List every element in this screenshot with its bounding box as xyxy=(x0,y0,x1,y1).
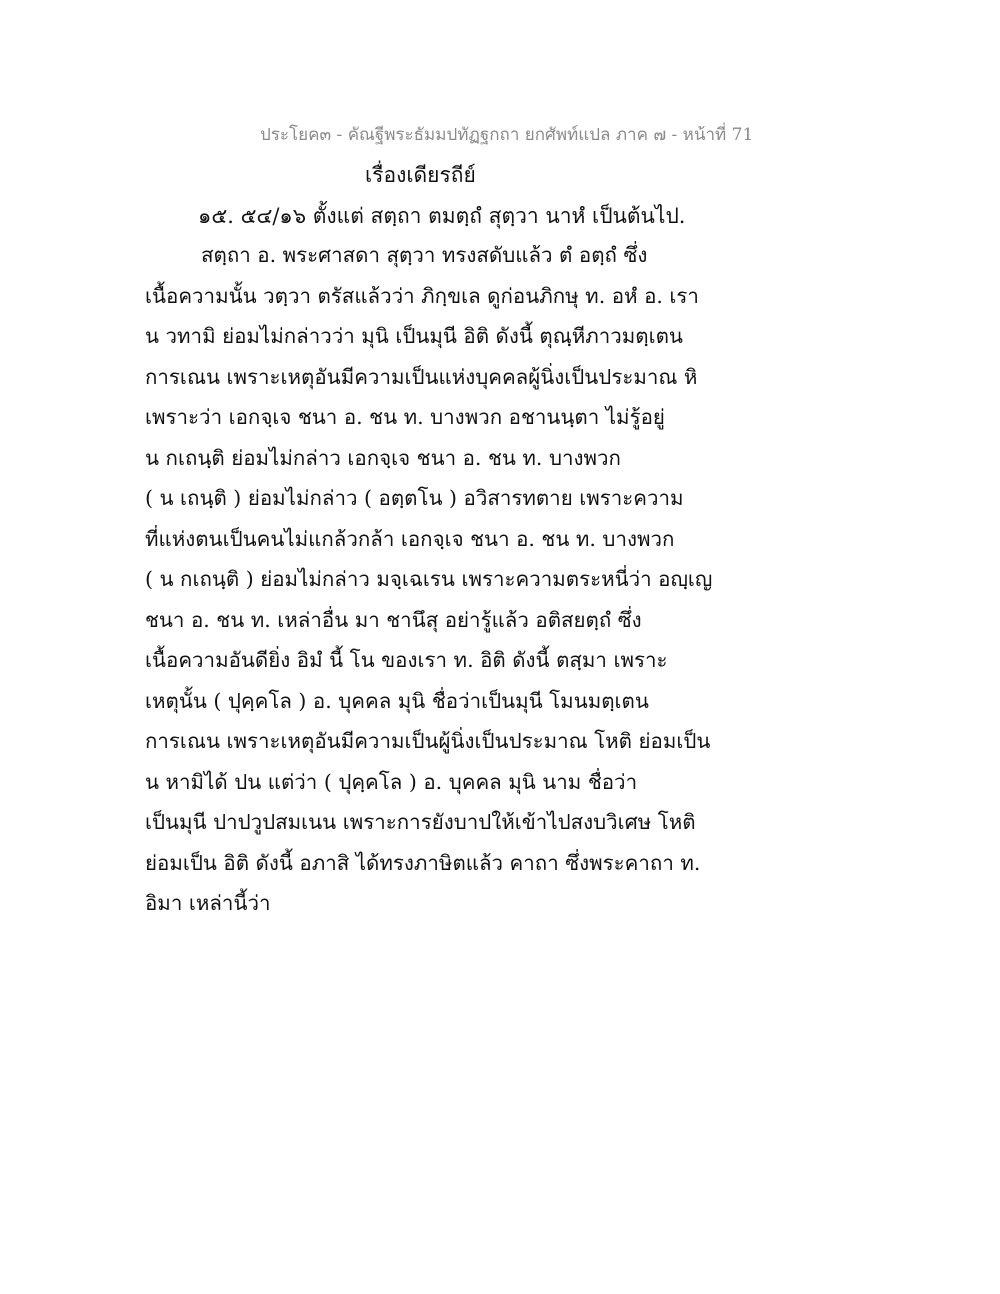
text-line: น วทามิ ย่อมไม่กล่าวว่า มุนิ เป็นมุนี อิติ ดังนี้ ตุณฺหีภาวมตฺเตน xyxy=(145,324,683,348)
verse-reference: ๑๕. ๕๔/๑๖ ตั้งแต่ สตฺถา ตมตฺถํ สุตฺวา นาหํ เป็นต้นไป. xyxy=(198,204,686,228)
text-line: เนื้อความอันดียิ่ง อิมํ นี้ โน ของเรา ท. อิติ ดังนี้ ตสฺมา เพราะ xyxy=(145,648,668,672)
text-line: ( น กเถนฺติ ) ย่อมไม่กล่าว มจฺเฉเรน เพราะความตระหนี่ว่า อญฺเญ xyxy=(145,567,713,591)
body-text xyxy=(145,240,713,929)
text-line: อิมา เหล่านี้ว่า xyxy=(145,891,271,915)
text-line: การเณน เพราะเหตุอันมีความเป็นแห่งบุคคลผู้นิ่งเป็นประมาณ หิ xyxy=(145,364,698,389)
text-line: สตฺถา อ. พระศาสดา สุตฺวา ทรงสดับแล้ว ตํ อตฺถํ ซึ่ง xyxy=(201,243,648,267)
text-line: น หามิได้ ปน แต่ว่า ( ปุคฺคโล ) อ. บุคคล มุนิ นาม ชื่อว่า xyxy=(145,769,638,794)
text-line: เป็นมุนี ปาปวูปสมเนน เพราะการยังบาปให้เข้าไปสงบวิเศษ โหติ xyxy=(145,810,696,834)
text-line: น กเถนฺติ ย่อมไม่กล่าว เอกจฺเจ ชนา อ. ชน ท. บางพวก xyxy=(145,445,621,470)
story-title: เรื่องเดียรถีย์ xyxy=(365,163,476,187)
text-line: ชนา อ. ชน ท. เหล่าอื่น มา ชานึสุ อย่ารู้แล้ว อติสยตฺถํ ซึ่ง xyxy=(145,607,642,632)
text-line: เหตุนั้น ( ปุคฺคโล ) อ. บุคคล มุนิ ชื่อว่าเป็นมุนี โมนมตฺเตน xyxy=(145,688,649,713)
text-line: ที่แห่งตนเป็นคนไม่แกล้วกล้า เอกจฺเจ ชนา อ. ชน ท. บางพวก xyxy=(145,526,675,551)
text-line: การเณน เพราะเหตุอันมีความเป็นผู้นิ่งเป็นประมาณ โหติ ย่อมเป็น xyxy=(145,729,711,753)
text-line: เนื้อความนั้น วตฺวา ตรัสแล้วว่า ภิกฺขเล ดูก่อนภิกษุ ท. อหํ อ. เรา xyxy=(145,283,699,308)
text-line: เพราะว่า เอกจฺเจ ชนา อ. ชน ท. บางพวก อชานนฺตา ไม่รู้อยู่ xyxy=(145,405,665,429)
running-header: ประโยค๓ - คัณฐีพระธัมมปทัฏฐกถา ยกศัพท์แปล ภาค ๗ - หน้าที่ 71 xyxy=(260,125,754,145)
text-line: ย่อมเป็น อิติ ดังนี้ อภาสิ ได้ทรงภาษิตแล้ว คาถา ซึ่งพระคาถา ท. xyxy=(145,850,701,875)
text-line: ( น เถนฺติ ) ย่อมไม่กล่าว ( อตฺตโน ) อวิสารทตาย เพราะความ xyxy=(145,486,684,510)
